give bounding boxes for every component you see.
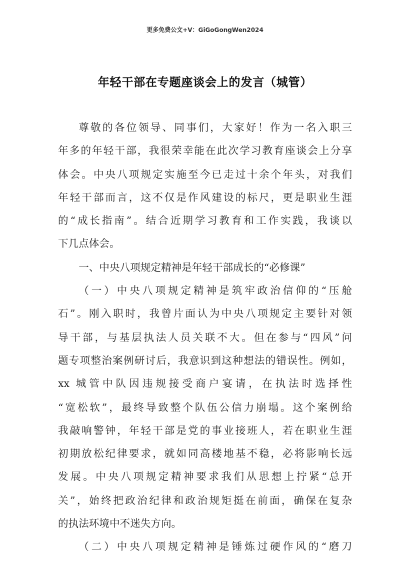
- body-line: 导干部，与基层执法人员关联不大。但在参与“四风”问: [58, 331, 352, 344]
- body-line: “宽松软”，最终导致整个队伍公信力崩塌。这个案例给: [58, 401, 352, 414]
- body-line: 关”，始终把政治纪律和政治规矩挺在前面，确保在复杂: [58, 494, 352, 507]
- body-line: 初期放松纪律要求，就如同高楼地基不稳，必将影响长远: [58, 448, 352, 461]
- body-line: 体会。中央八项规定实施至今已走过十余个年头，对我们: [58, 168, 352, 181]
- body-line: 尊敬的各位领导、同事们，大家好！作为一名入职三: [78, 122, 352, 134]
- document-body: [58, 117, 352, 560]
- body-line: （二）中央八项规定精神是锤炼过硬作风的“磨刀: [78, 541, 352, 554]
- body-line: 的“成长指南”。结合近期学习教育和工作实践，我谈以: [58, 215, 352, 228]
- body-line: 年多的年轻干部，我很荣幸能在此次学习教育座谈会上分享: [58, 145, 352, 158]
- body-line: 石”。刚入职时，我曾片面认为中央八项规定主要针对领: [58, 308, 352, 321]
- body-line: 下几点体会。: [58, 238, 120, 251]
- body-line: 发展。中央八项规定精神要求我们从思想上拧紧“总开: [58, 471, 352, 484]
- header-note: 更多免费公文+V：GiGoGongWen2024: [146, 27, 264, 34]
- body-line: 的执法环境中不迷失方向。: [58, 518, 182, 531]
- body-line: 题专项整治案例研讨后，我意识到这种想法的错误性。例如，: [58, 354, 352, 367]
- section-heading: 一、中央八项规定精神是年轻干部成长的“必修课”: [78, 261, 306, 274]
- body-line: 我敲响警钟，年轻干部是党的事业接班人，若在职业生涯: [58, 424, 352, 437]
- body-line: 年轻干部而言，这不仅是作风建设的标尺，更是职业生涯: [58, 191, 352, 204]
- body-line: （一）中央八项规定精神是筑牢政治信仰的“压舱: [78, 285, 352, 298]
- document-title: 年轻干部在专题座谈会上的发言（城管）: [97, 75, 313, 89]
- body-line: xx 城管中队因违规接受商户宴请，在执法时选择性: [58, 378, 352, 391]
